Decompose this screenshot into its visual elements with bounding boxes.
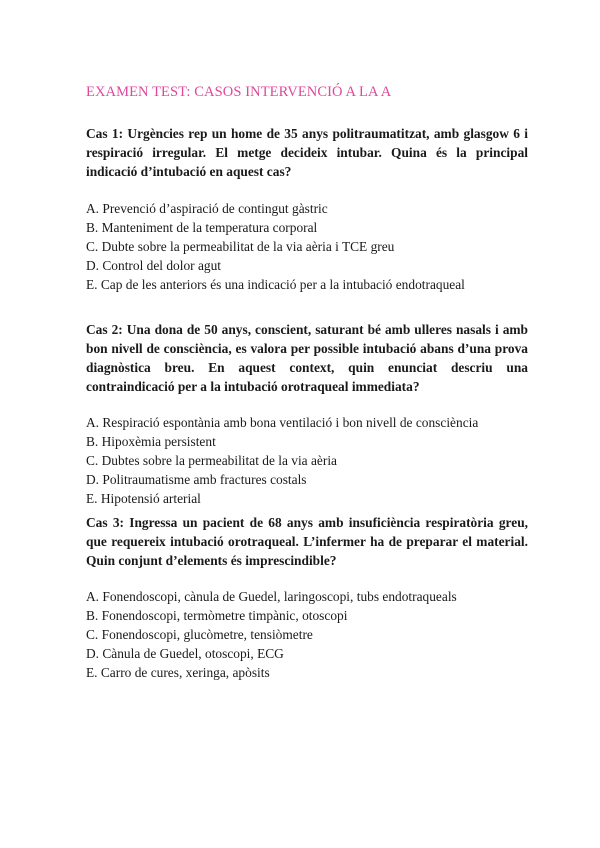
case-3-option-c: C. Fonendoscopi, glucòmetre, tensiòmetre: [86, 627, 313, 642]
case-3-options: [86, 587, 528, 682]
case-3-option-e: E. Carro de cures, xeringa, apòsits: [86, 665, 270, 680]
case-2-option-b: B. Hipoxèmia persistent: [86, 434, 216, 449]
case-1-option-b: B. Manteniment de la temperatura corporal: [86, 220, 318, 235]
case-1-question: Cas 1: Urgències rep un home de 35 anys politraumatitzat, amb glasgow 6 i respiració irregular. El metge decideix intubar. Quina és la principal indicació d’intubació en aquest cas?: [86, 126, 528, 179]
case-2-option-e: E. Hipotensió arterial: [86, 491, 201, 506]
case-2-question: Cas 2: Una dona de 50 anys, conscient, saturant bé amb ulleres nasals i amb bon nivell de consciència, es valora per possible intubació abans d’una prova diagnòstica breu. En aquest context, quin enunciat descriu una contraindicació per a la intubació orotraqueal immediata?: [86, 322, 528, 394]
case-2-option-c: C. Dubtes sobre la permeabilitat de la via aèria: [86, 453, 337, 468]
case-2-option-a: A. Respiració espontània amb bona ventilació i bon nivell de consciència: [86, 415, 479, 430]
case-1-option-e: E. Cap de les anteriors és una indicació per a la intubació endotraqueal: [86, 277, 465, 292]
case-3-question: Cas 3: Ingressa un pacient de 68 anys amb insuficiència respiratòria greu, que requereix intubació orotraqueal. L’infermer ha de preparar el material. Quin conjunt d’elements és imprescindible?: [86, 515, 528, 568]
case-1-option-a: A. Prevenció d’aspiració de contingut gàstric: [86, 201, 328, 216]
case-2: [86, 320, 528, 508]
case-3-option-a: A. Fonendoscopi, cànula de Guedel, laringoscopi, tubs endotraqueals: [86, 589, 457, 604]
case-2-option-d: D. Politraumatisme amb fractures costals: [86, 472, 307, 487]
case-1: [86, 124, 528, 294]
case-1-options: [86, 199, 528, 294]
case-3-option-d: D. Cànula de Guedel, otoscopi, ECG: [86, 646, 284, 661]
case-1-option-c: C. Dubte sobre la permeabilitat de la via aèria i TCE greu: [86, 239, 395, 254]
case-1-option-d: D. Control del dolor agut: [86, 258, 222, 273]
case-3-option-b: B. Fonendoscopi, termòmetre timpànic, otoscopi: [86, 608, 348, 623]
case-3: [86, 513, 528, 682]
case-2-options: [86, 413, 528, 508]
document-title: EXAMEN TEST: CASOS INTERVENCIÓ A LA A: [86, 84, 392, 100]
